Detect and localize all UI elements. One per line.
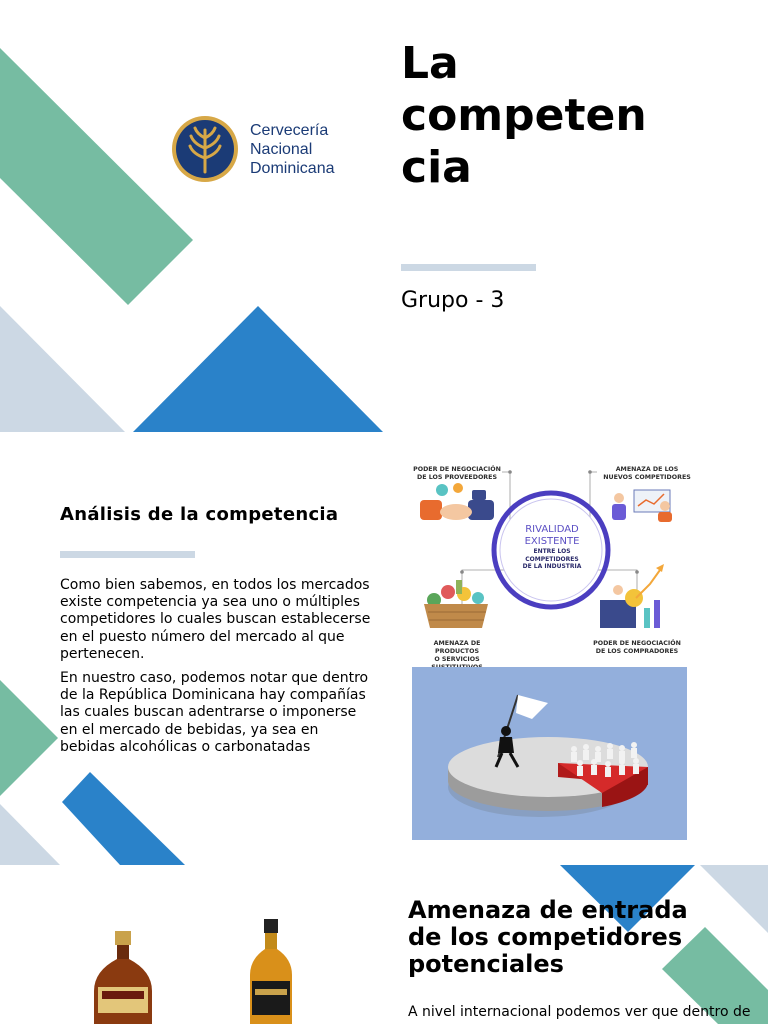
slide-subtitle: Grupo - 3 [401, 288, 505, 313]
handshake-icon [420, 483, 494, 520]
label-line: DE LOS COMPRADORES [595, 648, 679, 655]
gray-triangle [0, 306, 125, 432]
analysis-text [60, 577, 375, 763]
new-entrants-threat-label [602, 466, 692, 482]
blue-triangle [133, 306, 383, 432]
market-share-illustration [412, 667, 687, 840]
center-line: ENTRE LOS [533, 548, 571, 555]
label-line: PODER DE NEGOCIACIÓN [413, 466, 501, 473]
buyers-power-label [592, 640, 682, 656]
center-line: EXISTENTE [524, 536, 580, 547]
suppliers-power-label [412, 466, 502, 482]
label-line: NUEVOS COMPETIDORES [603, 474, 691, 481]
rivalry-center-text [507, 524, 597, 571]
label-line: AMENAZA DE LOS [615, 466, 679, 473]
products-basket-icon [424, 580, 488, 628]
title-line: La [401, 38, 459, 89]
logo-line: Nacional [250, 141, 313, 158]
heading-line: de los competidores [408, 923, 683, 951]
threat-text: A nivel internacional podemos ver que dentro de [408, 1004, 751, 1020]
section-heading: Análisis de la competencia [60, 504, 339, 525]
center-line: DE LA INDUSTRIA [522, 563, 582, 570]
title-line: cia [401, 142, 472, 193]
rum-bottle-image [88, 931, 158, 1024]
green-diagonal-band [0, 48, 193, 305]
center-line: COMPETIDORES [525, 555, 579, 563]
logo-wordmark [250, 121, 334, 178]
analysis-slide [0, 432, 768, 865]
paragraph: Como bien sabemos, en todos los mercados existe competencia ya sea uno o múltiples competidores lo cuales buscan establecerse en el puesto número del mercado al que pertenecen. [60, 577, 371, 662]
porter-five-forces-infographic [412, 460, 692, 662]
threat-slide [0, 865, 768, 1024]
label-line: PODER DE NEGOCIACIÓN [593, 640, 681, 647]
green-diagonal-band [0, 680, 58, 796]
label-line: DE LOS PROVEEDORES [417, 474, 497, 481]
label-line: O SERVICIOS [434, 656, 480, 663]
company-logo [170, 114, 370, 184]
gray-triangle [0, 804, 60, 865]
whisky-bottle-image [246, 919, 296, 1024]
logo-line: Cervecería [250, 122, 329, 139]
wheat-emblem-icon [170, 114, 240, 184]
section-heading [408, 897, 748, 978]
heading-line: Amenaza de entrada [408, 896, 688, 924]
title-line: competen [401, 90, 647, 141]
logo-line: Dominicana [250, 160, 335, 177]
title-slide [0, 0, 768, 432]
buyers-growth-icon [600, 564, 664, 628]
title-divider [401, 264, 536, 271]
heading-divider [60, 551, 195, 558]
slide-title [401, 38, 721, 194]
heading-line: potenciales [408, 950, 564, 978]
label-line: AMENAZA DE PRODUCTOS [433, 640, 481, 655]
center-line: RIVALIDAD [525, 524, 579, 535]
new-competitors-icon [612, 490, 672, 522]
paragraph: En nuestro caso, podemos notar que dentro de la República Dominicana hay compañías las cuales buscan adentrarse o imponerse en el mercado de bebidas, ya sea en bebidas alcohólicas o carbonatadas [60, 670, 369, 755]
blue-diagonal-band [62, 772, 185, 865]
